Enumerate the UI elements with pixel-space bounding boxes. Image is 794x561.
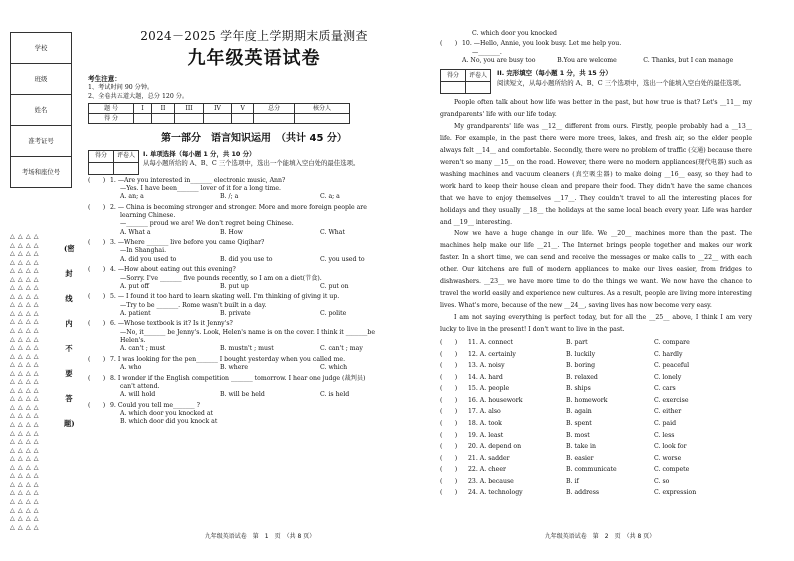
- triangle-row: △ △ △ △: [10, 335, 40, 343]
- question-stem: 3. —Where _______ live before you came Qiqihar?: [110, 239, 265, 247]
- question-line: —_______.: [472, 48, 502, 56]
- option: C. can't ; may: [320, 345, 363, 353]
- section-title: II. 完形填空（每小题 1 分，共 15 分）: [497, 69, 612, 78]
- triangle-row: △ △ △ △: [10, 327, 40, 335]
- question-item: [88, 177, 420, 185]
- option-row: [88, 310, 420, 318]
- question-line: B. which door did you knock at: [120, 418, 218, 426]
- option: A. patient: [120, 309, 151, 317]
- option-a: 23. A. because: [468, 477, 514, 485]
- answer-bracket[interactable]: ( ): [88, 401, 106, 409]
- option-b: B. homework: [566, 396, 608, 404]
- page-footer: 九年级英语试卷 第 1 页 （共 8 页）: [204, 533, 316, 540]
- student-info-table: [10, 32, 72, 188]
- info-field-4[interactable]: 考场和座位号: [11, 157, 72, 188]
- triangle-row: △ △ △ △: [10, 515, 40, 523]
- grader-box: [440, 69, 491, 94]
- option-row: [88, 391, 420, 399]
- cloze-choice-row: [440, 338, 752, 350]
- option-a: 20. A. depend on: [468, 443, 522, 451]
- question-stem: 8. I wonder if the English competition _______ tomorrow. I hear one judge (裁判员): [110, 374, 366, 382]
- question-stem: 6. —Whose textbook is it? Is it Jenny's?: [110, 320, 233, 328]
- question-line: —Sorry. I've _______ five pounds recently, so I am on a diet(节食).: [120, 274, 322, 282]
- answer-bracket[interactable]: ( ): [440, 466, 458, 474]
- answer-bracket[interactable]: ( ): [440, 408, 458, 416]
- option-row: [88, 256, 420, 264]
- score-row-label: 得 分: [89, 114, 134, 124]
- score-header-cell: V: [232, 104, 254, 114]
- question-line: —No, it_______ be Jenny's. Look, Helen's name is on the cover. I think it _______be: [120, 328, 376, 336]
- seal-char: 线: [65, 294, 73, 303]
- notice-item: 2、全卷共五道大题，总分 120 分。: [88, 92, 189, 100]
- answer-bracket[interactable]: ( ): [440, 431, 458, 439]
- seal-char: 题): [64, 419, 75, 428]
- score-cell[interactable]: [134, 114, 152, 124]
- option: B. /; a: [220, 193, 239, 201]
- question-stem: 1. —Are you interested in_______ electronic music, Ann?: [110, 176, 286, 184]
- option: B. where: [220, 364, 249, 372]
- question-line: —In Shanghai.: [120, 247, 167, 255]
- option-a: 24. A. technology: [468, 489, 523, 497]
- option-a: 14. A. hard: [468, 373, 503, 381]
- answer-bracket[interactable]: ( ): [440, 419, 458, 427]
- option-c: C. peaceful: [654, 362, 690, 370]
- question-stem: 9. Could you tell me_______ ?: [110, 401, 200, 409]
- score-cell[interactable]: [175, 114, 204, 124]
- cloze-choice-row: [440, 418, 752, 430]
- option-b: B. if: [566, 477, 579, 485]
- question-item: [88, 293, 420, 301]
- grader-score-label: 得分: [441, 70, 466, 82]
- triangle-row: △ △ △ △: [10, 429, 40, 437]
- option-b: B. part: [566, 339, 588, 347]
- triangle-row: △ △ △ △: [10, 395, 40, 403]
- passage-paragraph: My grandparents' life was __12__ different from ours. Firstly, people probably had a __13__ life. For example, in the past there were more trees, lakes, and fresh air, so the elder people always felt __14__ and comfortable. Secondly, there were no problem of traffic (交通) because there weren't so many __15__ on the road. However, there were no modern appliances(现代电器) such as washing machines and vacuum cleaners (真空吸尘器) to make doing __16__ easy, so they had to work hard to keep their house clean and prepare their food. They didn't have the same chances that we have to enjoy themselves __17__. They couldn't travel to all the interesting places for holidays and they usually __18__ the holidays at the same local beach every year. Life was harder and __19__ interesting.: [440, 123, 752, 226]
- option-c: C. which door you knocked: [472, 30, 557, 37]
- question-item: [88, 204, 420, 212]
- option: A. who: [120, 364, 142, 372]
- option: C. Thanks, but I can manage: [643, 57, 734, 65]
- cloze-choice-row: [440, 430, 752, 442]
- question-line: A. which door you knocked at: [120, 409, 214, 417]
- question-item: [88, 356, 420, 364]
- question-list: [88, 177, 420, 427]
- triangle-row: △ △ △ △: [10, 455, 40, 463]
- seal-char: 答: [65, 394, 73, 403]
- passage-paragraph: I am not saying everything is perfect today, but for all the __25__ above, I think I am very lucky to live in the present! I don't want to live in the past.: [440, 313, 752, 333]
- grader-score-cell[interactable]: [441, 82, 466, 94]
- question-line: Helen's.: [120, 337, 146, 345]
- option-a: 18. A. took: [468, 419, 502, 427]
- score-cell[interactable]: [204, 114, 232, 124]
- score-cell[interactable]: [151, 114, 174, 124]
- info-field-2[interactable]: 姓名: [11, 95, 72, 126]
- option-b: B. communicate: [566, 466, 617, 474]
- triangle-row: △ △ △ △: [10, 301, 40, 309]
- page-two: [440, 30, 752, 499]
- triangle-row: △ △ △ △: [10, 318, 40, 326]
- score-cell[interactable]: [294, 114, 349, 124]
- triangle-row: △ △ △ △: [10, 267, 40, 275]
- option: B. did you use to: [220, 255, 273, 263]
- option-row: [88, 345, 420, 353]
- notice-heading: 考生注意：: [88, 75, 121, 84]
- answer-bracket[interactable]: ( ): [440, 454, 458, 462]
- answer-bracket[interactable]: ( ): [88, 239, 106, 247]
- exam-title: 九年级英语试卷: [187, 48, 321, 70]
- seal-char: 要: [65, 369, 73, 378]
- score-header-cell: II: [151, 104, 174, 114]
- triangle-row: △ △ △ △: [10, 241, 40, 249]
- question-line: —Try to be _______. Rome wasn't built in a day.: [120, 301, 267, 309]
- score-table: [88, 103, 350, 124]
- question-item: [440, 40, 752, 48]
- option: B. will be held: [220, 391, 265, 399]
- seal-line-notice: [64, 236, 74, 436]
- question-item: [88, 320, 420, 328]
- triangle-row: △ △ △ △: [10, 250, 40, 258]
- info-field-3[interactable]: 准考证号: [11, 126, 72, 157]
- option-a: 22. A. cheer: [468, 466, 506, 474]
- question-item: [88, 375, 420, 383]
- option-b: B. ships: [566, 385, 591, 393]
- score-header-cell: IV: [204, 104, 232, 114]
- section-title: I. 单项选择（每小题 1 分，共 10 分）: [143, 149, 256, 158]
- triangle-row: △ △ △ △: [10, 446, 40, 454]
- triangle-row: △ △ △ △: [10, 292, 40, 300]
- option: C. which: [320, 364, 348, 372]
- cloze-choice-row: [440, 407, 752, 419]
- option-row: [88, 283, 420, 291]
- question-stem: 4. —How about eating out this evening?: [110, 266, 236, 274]
- option-row: [88, 193, 420, 201]
- option: B. mustn't ; must: [220, 345, 274, 353]
- option: C. put on: [320, 282, 349, 290]
- option-a: 13. A. noisy: [468, 362, 505, 370]
- triangle-row: △ △ △ △: [10, 463, 40, 471]
- triangle-row: △ △ △ △: [10, 233, 40, 240]
- triangle-row: △ △ △ △: [10, 309, 40, 317]
- option: A. will hold: [120, 391, 156, 399]
- answer-bracket[interactable]: ( ): [88, 320, 106, 328]
- option-c: C. lonely: [654, 373, 682, 381]
- answer-bracket[interactable]: ( ): [440, 40, 458, 48]
- score-header-cell: III: [175, 104, 204, 114]
- grader-name-cell[interactable]: [466, 82, 491, 94]
- option-c: C. so: [654, 477, 670, 485]
- passage-paragraph: People often talk about how life was better in the past, but how true is that? Let's __11__ my grandparents' life with our life today.: [440, 99, 752, 119]
- score-header-cell: 总分: [254, 104, 295, 114]
- option: A. What a: [120, 228, 151, 236]
- cloze-choice-row: [440, 361, 752, 373]
- triangle-row: △ △ △ △: [10, 284, 40, 292]
- question-stem: 2. — China is becoming stronger and stronger. More and more foreign people are: [110, 203, 367, 211]
- answer-bracket[interactable]: ( ): [440, 373, 458, 381]
- part1-title: 第一部分 语言知识运用 （共计 45 分）: [161, 133, 347, 145]
- answer-bracket[interactable]: ( ): [88, 266, 106, 274]
- triangle-row: △ △ △ △: [10, 344, 40, 352]
- triangle-row: △ △ △ △: [10, 472, 40, 480]
- option-b: B. luckily: [566, 350, 596, 358]
- option-c: C. compete: [654, 466, 690, 474]
- seal-char: 封: [65, 269, 73, 278]
- triangle-row: △ △ △ △: [10, 489, 40, 497]
- triangle-row: △ △ △ △: [10, 275, 40, 283]
- triangle-row: △ △ △ △: [10, 421, 40, 429]
- option-c: C. expression: [654, 489, 697, 497]
- option: C. is held: [320, 391, 350, 399]
- option-c: C. either: [654, 408, 682, 416]
- seal-char: 不: [65, 344, 73, 353]
- seal-char: (密: [64, 244, 75, 253]
- question-stem: 5. — I found it too hard to learn skating well. I'm thinking of giving it up.: [110, 293, 340, 301]
- triangle-row: △ △ △ △: [10, 497, 40, 505]
- info-field-1[interactable]: 班级: [11, 64, 72, 95]
- option-c: C. compare: [654, 339, 690, 347]
- option-b: B. relaxed: [566, 373, 598, 381]
- option-b: B. address: [566, 489, 600, 497]
- option-c: C. less: [654, 431, 675, 439]
- grader-box: [88, 150, 139, 175]
- option: A. can't ; must: [120, 345, 166, 353]
- question-line: —Yes. I have been_______ lover of it for a long time.: [120, 184, 281, 192]
- option: A. an; a: [120, 193, 144, 201]
- info-field-0[interactable]: 学校: [11, 33, 72, 64]
- notice-item: 1、考试时间 90 分钟。: [88, 84, 154, 92]
- score-header-cell: 核分人: [294, 104, 349, 114]
- grader-score-label: 得分: [89, 150, 114, 162]
- passage-paragraph: Now we have a huge change in our life. We __20__ machines more than the past. The machines help make our life __21__. The Internet brings people together and makes our work faster. In a short time, we can send and receive the messages or make calls to __22__ with each other. Our kitchens are full of modern appliances to make our lives easier, from fridges to dishwashers. __23__ we have more time to do the things we want. We now have the chance to travel the world easily and experience new cultures. As a result, people are living more interesting lives. What's more, because of the new __24__, saving lives has now become very easy.: [440, 230, 752, 309]
- score-header-cell: 题 号: [89, 104, 134, 114]
- triangle-row: △ △ △ △: [10, 438, 40, 446]
- triangle-row: △ △ △ △: [10, 369, 40, 377]
- section-instructions: 阅读短文，从每小题所给的 A、B、C 三个选项中，选出一个能填入空白处的最佳选项。: [497, 79, 746, 88]
- question-line: can't attend.: [120, 382, 160, 390]
- option: A. No, you are busy too: [462, 57, 536, 65]
- triangle-row: △ △ △ △: [10, 386, 40, 394]
- seal-char: 内: [65, 319, 73, 328]
- triangle-row: △ △ △ △: [10, 403, 40, 411]
- score-header-cell: I: [134, 104, 152, 114]
- answer-bracket[interactable]: ( ): [440, 362, 458, 370]
- triangle-row: △ △ △ △: [10, 361, 40, 369]
- option-row: [440, 57, 752, 65]
- cloze-choice-row: [440, 488, 752, 500]
- answer-bracket[interactable]: ( ): [88, 293, 106, 301]
- option-a: 17. A. also: [468, 408, 501, 416]
- answer-bracket[interactable]: ( ): [88, 176, 106, 184]
- cloze-choice-row: [440, 372, 752, 384]
- question-item: [88, 239, 420, 247]
- cloze-passage: [440, 97, 752, 335]
- option: A. put off: [120, 282, 149, 290]
- option-a: 21. A. sadder: [468, 454, 510, 462]
- score-cell[interactable]: [254, 114, 295, 124]
- option-a: 11. A. connect: [468, 339, 513, 347]
- option-c: C. look for: [654, 443, 687, 451]
- triangle-row: △ △ △ △: [10, 412, 40, 420]
- option: A. did you used to: [120, 255, 177, 263]
- triangle-row: △ △ △ △: [10, 523, 40, 531]
- option-a: 15. A. people: [468, 385, 510, 393]
- option-a: 12. A. certainly: [468, 350, 516, 358]
- page-one: [88, 28, 420, 427]
- option: B. put up: [220, 282, 249, 290]
- cloze-choice-row: [440, 453, 752, 465]
- option: B. How: [220, 228, 243, 236]
- answer-bracket[interactable]: ( ): [88, 355, 106, 363]
- exam-title-line1: 2024－2025 学年度上学期期末质量测查: [140, 29, 368, 43]
- cloze-choice-row: [440, 395, 752, 407]
- option: C. you used to: [320, 255, 365, 263]
- question-line: learning Chinese.: [120, 212, 176, 220]
- answer-bracket[interactable]: ( ): [440, 443, 458, 451]
- option: C. a; a: [320, 193, 340, 201]
- option-b: B. most: [566, 431, 590, 439]
- option: B.You are welcome: [557, 57, 617, 65]
- option: C. polite: [320, 309, 347, 317]
- option-b: B. again: [566, 408, 592, 416]
- option-c: C. cars: [654, 385, 676, 393]
- triangle-border: [10, 233, 60, 532]
- answer-bracket[interactable]: ( ): [88, 374, 106, 382]
- cloze-choice-row: [440, 465, 752, 477]
- answer-bracket[interactable]: ( ): [440, 385, 458, 393]
- option-b: B. boring: [566, 362, 596, 370]
- answer-bracket[interactable]: ( ): [440, 396, 458, 404]
- answer-bracket[interactable]: ( ): [440, 477, 458, 485]
- grader-score-cell[interactable]: [89, 162, 114, 174]
- section-instructions: 从每小题所给的 A、B、C 三个选项中，选出一个能填入空白处的最佳选项。: [143, 159, 360, 168]
- score-cell[interactable]: [232, 114, 254, 124]
- cloze-choice-row: [440, 476, 752, 488]
- triangle-row: △ △ △ △: [10, 378, 40, 386]
- answer-bracket[interactable]: ( ): [440, 350, 458, 358]
- option-c: C. paid: [654, 419, 677, 427]
- option-row: [88, 364, 420, 372]
- option: C. What: [320, 228, 345, 236]
- answer-bracket[interactable]: ( ): [440, 489, 458, 497]
- option-c: C. exercise: [654, 396, 689, 404]
- option-b: B. take in: [566, 443, 596, 451]
- cloze-choice-row: [440, 441, 752, 453]
- question-line: —_______ proud we are! We don't regret being Chinese.: [120, 220, 294, 228]
- cloze-choice-row: [440, 349, 752, 361]
- triangle-row: △ △ △ △: [10, 480, 40, 488]
- option-a: 19. A. least: [468, 431, 504, 439]
- option-c: C. hardly: [654, 350, 683, 358]
- option: B. private: [220, 309, 251, 317]
- question-stem: 7. I was looking for the pen_______ I bought yesterday when you called me.: [110, 355, 346, 363]
- option-b: B. spent: [566, 419, 592, 427]
- answer-bracket[interactable]: ( ): [440, 339, 458, 347]
- question-stem: 10. —Hello, Annie, you look busy. Let me help you.: [462, 40, 622, 48]
- option-row: [88, 229, 420, 237]
- question-item: [88, 402, 420, 410]
- page-footer: 九年级英语试卷 第 2 页 （共 8 页）: [544, 533, 656, 540]
- grader-name-label: 评卷人: [466, 70, 491, 82]
- option-b: B. easier: [566, 454, 594, 462]
- triangle-row: △ △ △ △: [10, 352, 40, 360]
- answer-bracket[interactable]: ( ): [88, 203, 106, 211]
- cloze-choices: [440, 338, 752, 500]
- option-c: C. worse: [654, 454, 682, 462]
- triangle-row: △ △ △ △: [10, 258, 40, 266]
- cloze-choice-row: [440, 384, 752, 396]
- question-item: [88, 266, 420, 274]
- grader-name-label: 评卷人: [114, 150, 139, 162]
- option-a: 16. A. housework: [468, 396, 523, 404]
- triangle-row: △ △ △ △: [10, 506, 40, 514]
- grader-name-cell[interactable]: [114, 162, 139, 174]
